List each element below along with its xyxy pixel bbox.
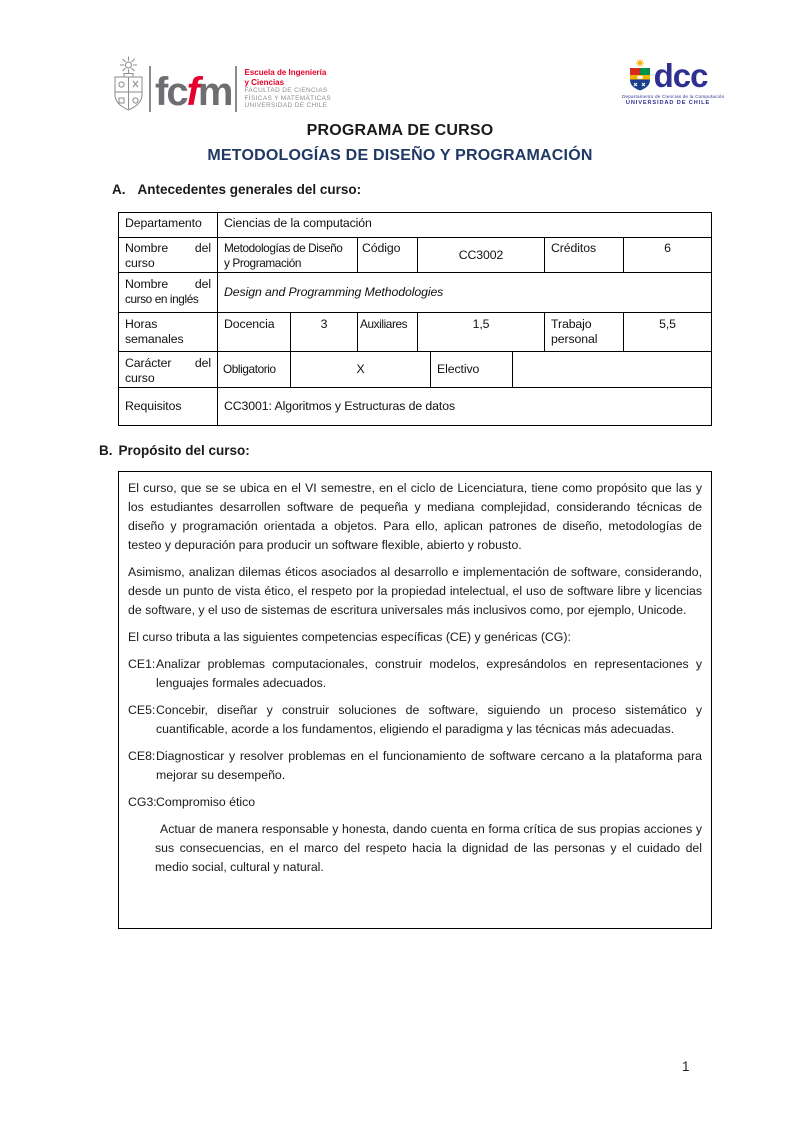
caracter-line-2: curso [125, 371, 155, 385]
cg3-label: CG3: [128, 795, 157, 809]
caracter-label [119, 352, 218, 388]
nombre-curso-value [218, 238, 358, 273]
auxiliares-value: 1,5 [418, 313, 545, 352]
nombre-curso-label [119, 238, 218, 273]
fcfm-school-line-1: Escuela de Ingeniería [244, 68, 327, 77]
section-b-title: Propósito del curso: [118, 443, 250, 458]
cg3-text: Compromiso ético [156, 795, 256, 809]
table-row-nombre-ingles [119, 273, 712, 313]
table-row-horas [119, 313, 712, 352]
dcc-university-line: UNIVERSIDAD DE CHILE [625, 100, 711, 106]
nombre-ingles-line-2: curso en inglés [125, 292, 199, 306]
ce5-text: Concebir, diseñar y construir soluciones de software, siguiendo un proceso sistemático y cuantificable, acorde a los fundamentos, eligiendo el paradigma y las técnicas más adecuadas. [156, 703, 702, 736]
nombre-ingles-value: Design and Programming Methodologies [218, 273, 712, 313]
codigo-label: Código [358, 238, 418, 273]
fcfm-red-f: f [186, 70, 198, 114]
ce1-text: Analizar problemas computacionales, construir modelos, expresándolos en representaciones y lenguajes formales adecuados. [156, 657, 702, 690]
nombre-ingles-label [119, 273, 218, 313]
fcfm-wordmark [149, 66, 237, 112]
nombre-value-line-2: y Programación [224, 256, 302, 270]
departamento-value: Ciencias de la computación [218, 213, 712, 238]
trabajo-personal-label: Trabajo personal [545, 313, 624, 352]
nombre-value-line-1: Metodologías de Diseño [224, 241, 343, 255]
dcc-wordmark: dcc [653, 57, 708, 94]
section-a-label: A. [112, 182, 126, 197]
nombre-label-word-1: Nombre [125, 241, 169, 255]
table-row-departamento [119, 213, 712, 238]
fcfm-university-line: UNIVERSIDAD DE CHILE [244, 102, 328, 110]
ce8-text: Diagnosticar y resolver problemas en el funcionamiento de software cercano a la plataforma para mejorar su desempeño. [156, 749, 702, 782]
competency-ce1 [128, 655, 702, 693]
purpose-paragraph-3: El curso tributa a las siguientes competencias específicas (CE) y genéricas (CG): [128, 630, 571, 644]
electivo-label: Electivo [431, 352, 513, 388]
dcc-logo [622, 57, 725, 106]
docencia-value: 3 [291, 313, 358, 352]
section-a-title: Antecedentes generales del curso: [137, 182, 362, 197]
table-row-nombre-curso [119, 238, 712, 273]
page-number: 1 [682, 1059, 690, 1074]
section-b-heading [99, 443, 800, 459]
ce1-label: CE1: [128, 657, 156, 671]
course-info-table [118, 212, 712, 426]
table-row-caracter [119, 352, 712, 388]
fcfm-logo-text [244, 68, 331, 110]
purpose-paragraph-1: El curso, que se se ubica en el VI semestre, en el ciclo de Licenciatura, tiene como propósito que las y los estudiantes desarrollen software de pequeña y mediana complejidad, considerando técnicas de diseño y programación orientada a objetos. Para ello, aplican patrones de diseño, metodologías de testeo y depuración para producir un software flexible, abierto y robusto. [128, 481, 702, 552]
trabajo-personal-value: 5,5 [624, 313, 712, 352]
requisitos-label: Requisitos [119, 388, 218, 426]
fcfm-faculty-line-2: FÍSICAS Y MATEMÁTICAS [244, 94, 332, 102]
purpose-paragraph-2: Asimismo, analizan dilemas éticos asociados al desarrollo e implementación de software, considerando, desde un punto de vista ético, el respeto por la propiedad intelectual, el uso de software libre y licencias de software, y el uso de sistemas de escritura universales más inclusivos como, por ejemplo, Unicode. [128, 565, 702, 617]
course-title: METODOLOGÍAS DE DISEÑO Y PROGRAMACIÓN [207, 147, 593, 164]
competency-ce5 [128, 701, 702, 739]
electivo-value [513, 352, 712, 388]
section-b-label: B. [99, 443, 113, 458]
ce5-label: CE5: [128, 703, 156, 717]
requisitos-value: CC3001: Algoritmos y Estructuras de datos [218, 388, 712, 426]
dcc-department-line: Departamento de Ciencias de la Computación [622, 94, 725, 99]
cg3-detail-paragraph: Actuar de manera responsable y honesta, dando cuenta en forma crítica de sus propias acciones y sus consecuencias, en el marco del respeto hacia la dignidad de las personas y el cuidado del medio social, cultural y natural. [155, 822, 702, 874]
section-a-heading [112, 182, 800, 198]
course-purpose-box [118, 471, 712, 929]
caracter-word-1: Carácter [125, 356, 172, 370]
creditos-value: 6 [624, 238, 712, 273]
dcc-shield-icon [629, 59, 651, 91]
university-shield-icon [112, 56, 145, 112]
ce8-label: CE8: [128, 749, 156, 763]
nombre-ingles-word-1: Nombre [125, 277, 169, 291]
creditos-label: Créditos [545, 238, 624, 273]
fcfm-logo [112, 56, 331, 112]
nombre-label-line-2: curso [125, 256, 155, 270]
obligatorio-label: Obligatorio [218, 352, 291, 388]
caracter-word-2: del [194, 356, 211, 370]
table-row-requisitos [119, 388, 712, 426]
fcfm-faculty-line-1: FACULTAD DE CIENCIAS [244, 87, 328, 94]
codigo-value: CC3002 [418, 238, 545, 273]
auxiliares-label: Auxiliares [358, 313, 418, 352]
competency-cg3 [128, 793, 702, 812]
nombre-ingles-word-2: del [194, 277, 211, 291]
nombre-label-word-2: del [194, 241, 211, 255]
document-title: PROGRAMA DE CURSO [306, 122, 494, 139]
fcfm-letter-m: m [197, 70, 232, 114]
horas-label: Horas semanales [119, 313, 218, 352]
fcfm-school-line-2: y Ciencias [244, 77, 285, 87]
docencia-label: Docencia [218, 313, 291, 352]
obligatorio-value: X [291, 352, 431, 388]
competency-ce8 [128, 747, 702, 785]
departamento-label: Departamento [119, 213, 218, 238]
fcfm-letters-fc: fc [155, 70, 187, 114]
